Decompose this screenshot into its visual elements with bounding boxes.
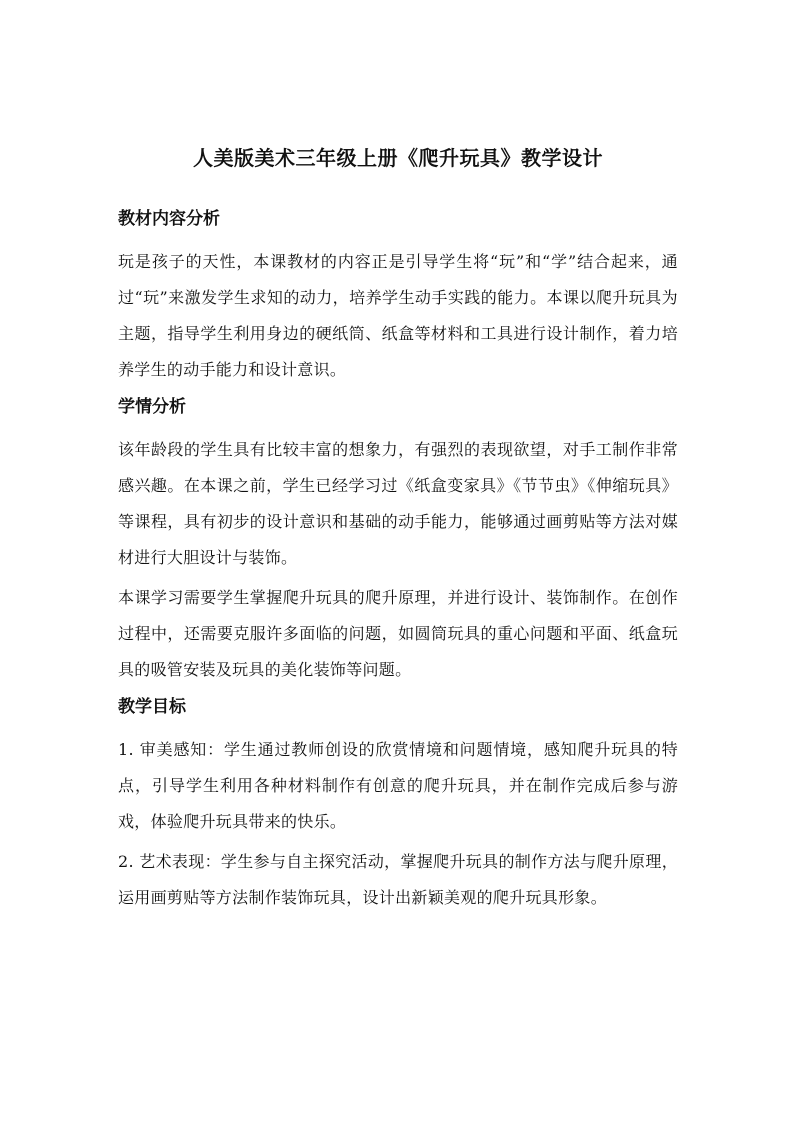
paragraph: 玩是孩子的天性，本课教材的内容正是引导学生将“玩”和“学”结合起来，通过“玩”来激发学生求知的动力，培养学生动手实践的能力。本课以爬升玩具为主题，指导学生利用身边的硬纸筒、纸盒等材料和工具进行设计制作，着力培养学生的动手能力和设计意识。 <box>118 252 678 379</box>
section-heading: 学情分析 <box>118 397 186 417</box>
section-teaching-objectives <box>118 692 678 916</box>
section-heading: 教学目标 <box>118 697 186 717</box>
paragraph: 1. 审美感知：学生通过教师创设的欣赏情境和问题情境，感知爬升玩具的特点，引导学生利用各种材料制作有创意的爬升玩具，并在制作完成后参与游戏，体验爬升玩具带来的快乐。 <box>118 740 678 831</box>
paragraph: 本课学习需要学生掌握爬升玩具的爬升原理，并进行设计、装饰制作。在创作过程中，还需要克服许多面临的问题，如圆筒玩具的重心问题和平面、纸盒玩具的吸管安装及玩具的美化装饰等问题。 <box>118 588 678 679</box>
section-textbook-analysis <box>118 204 678 388</box>
paragraph: 该年龄段的学生具有比较丰富的想象力，有强烈的表现欲望，对手工制作非常感兴趣。在本课之前，学生已经学习过《纸盒变家具》《节节虫》《伸缩玩具》等课程，具有初步的设计意识和基础的动手能力，能够通过画剪贴等方法对媒材进行大胆设计与装饰。 <box>118 440 678 567</box>
section-heading: 教材内容分析 <box>118 209 220 229</box>
page-title: 人美版美术三年级上册《爬升玩具》教学设计 <box>193 146 603 170</box>
paragraph: 2. 艺术表现：学生参与自主探究活动，掌握爬升玩具的制作方法与爬升原理，运用画剪贴等方法制作装饰玩具，设计出新颖美观的爬升玩具形象。 <box>118 852 678 907</box>
section-student-analysis <box>118 392 678 688</box>
document-content <box>118 140 678 920</box>
